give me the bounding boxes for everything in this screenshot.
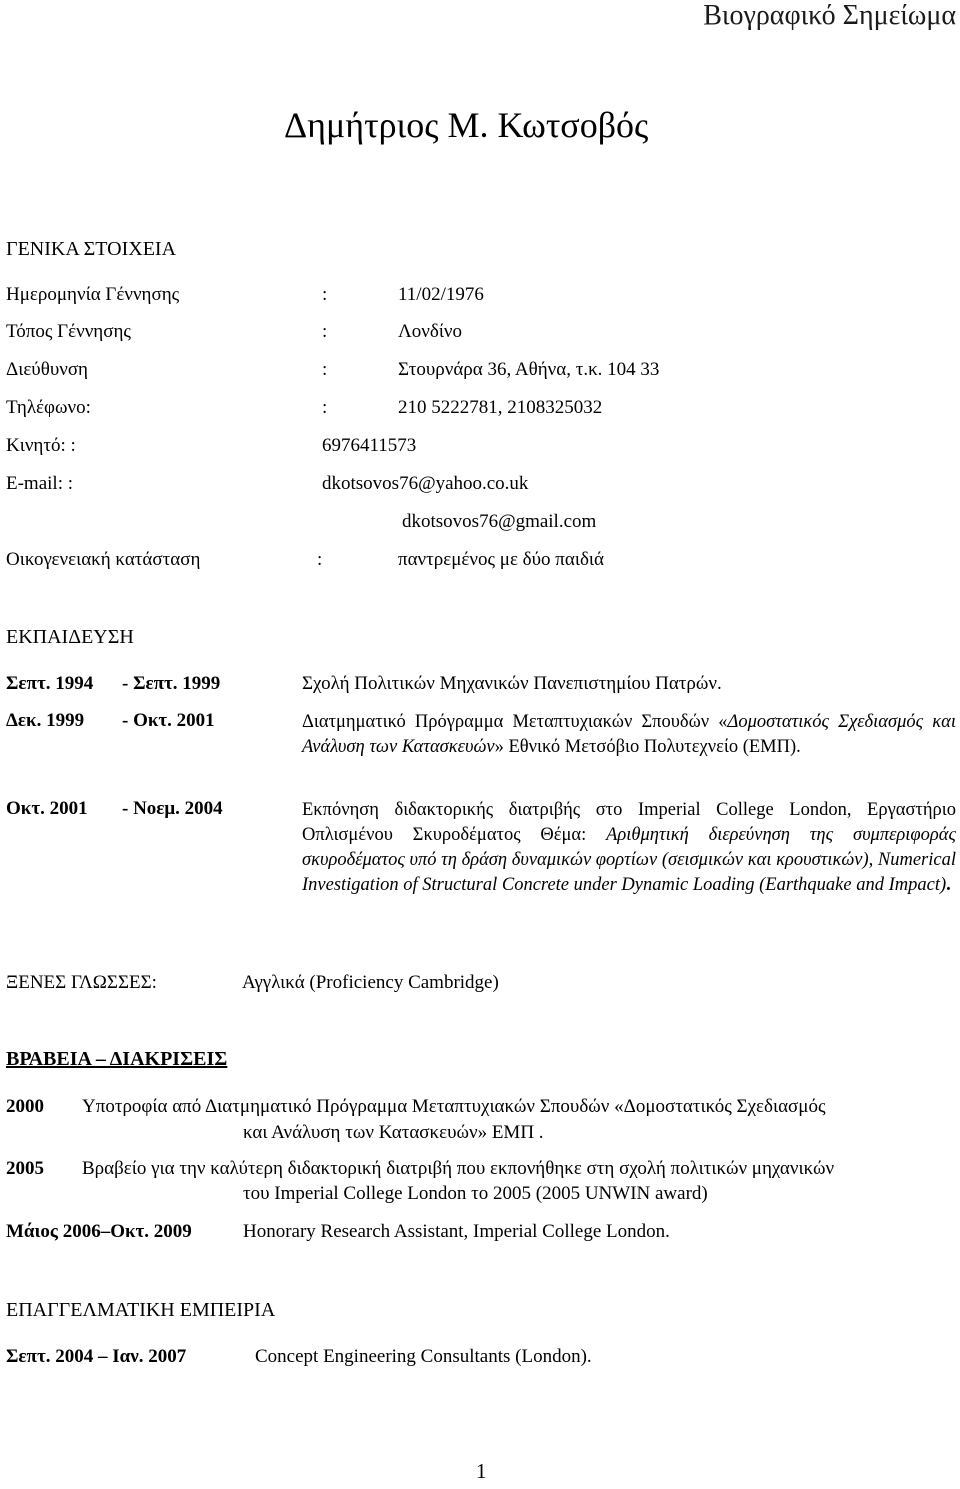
experience-heading: ΕΠΑΓΓΕΛΜΑΤΙΚΗ ΕΜΠΕΙΡΙΑ — [6, 1299, 276, 1321]
marital-status-label: Οικογενειακή κατάσταση — [6, 549, 201, 570]
colon: : — [317, 549, 323, 570]
education-text-after: . — [946, 875, 951, 895]
birth-place-label: Τόπος Γέννησης — [6, 321, 131, 342]
page-number: 1 — [476, 1459, 487, 1483]
education-to: - Σεπτ. 1999 — [122, 673, 221, 694]
education-heading: ΕΚΠΑΙΔΕΥΣΗ — [6, 626, 134, 648]
colon: : — [322, 397, 328, 418]
education-text-italic: Αριθμητική διερεύνηση της συμπεριφοράς σκυροδέματος υπό τη δράση δυναμικών φορτίων (σεισμικών και κρουστικών), Numerical Investigation of Structural Concrete under Dynamic Loading (Earthquake and Impact) — [302, 825, 957, 895]
colon: : — [322, 359, 328, 380]
education-text-italic: Δομοστατικός Σχεδιασμός και Ανάλυση των Κατασκευών — [302, 712, 956, 757]
award-text-line2: του Imperial College London το 2005 (2005 UNWIN award) — [243, 1183, 708, 1204]
award-year: Μάιος 2006–Οκτ. 2009 — [6, 1221, 192, 1242]
award-text-line1: Βραβείο για την καλύτερη διδακτορική διατριβή που εκπονήθηκε στη σχολή πολιτικών μηχανικών — [82, 1158, 835, 1179]
education-text-before: Διατμηματικό Πρόγραμμα Μεταπτυχιακών Σπουδών « — [302, 712, 728, 732]
email-label: E-mail: : — [6, 473, 74, 494]
award-text-line1: Υποτροφία από Διατμηματικό Πρόγραμμα Μεταπτυχιακών Σπουδών «Δομοστατικός Σχεδιασμός — [82, 1096, 826, 1117]
award-year: 2000 — [6, 1096, 44, 1117]
phone-label: Τηλέφωνο: — [6, 397, 91, 418]
birth-date-label: Ημερομηνία Γέννησης — [6, 284, 180, 305]
education-from: Δεκ. 1999 — [6, 710, 85, 731]
experience-text: Concept Engineering Consultants (London). — [255, 1346, 592, 1367]
colon: : — [322, 321, 328, 342]
person-name: Δημήτριος Μ. Κωτσοβός — [284, 105, 649, 145]
email-value-2[interactable]: dkotsovos76@gmail.com — [402, 511, 597, 532]
phone-value: 210 5222781, 2108325032 — [398, 397, 603, 418]
mobile-value: 6976411573 — [322, 435, 417, 456]
education-text-before: Εκπόνηση διδακτορικής διατριβής στο Imperial College London, Εργαστήριο Οπλισμένου Σκυροδέματος Θέμα: — [302, 800, 956, 845]
general-info-heading: ΓΕΝΙΚΑ ΣΤΟΙΧΕΙΑ — [6, 238, 177, 260]
document-header-title: Βιογραφικό Σημείωμα — [703, 0, 956, 31]
awards-heading: ΒΡΑΒΕΙΑ – ΔΙΑΚΡΙΣΕΙΣ — [6, 1048, 228, 1070]
education-entry-text — [302, 710, 956, 760]
award-year: 2005 — [6, 1158, 44, 1179]
education-to: - Νοεμ. 2004 — [122, 798, 223, 819]
marital-status-value: παντρεμένος με δύο παιδιά — [398, 549, 604, 570]
education-entry-text: Σχολή Πολιτικών Μηχανικών Πανεπιστημίου Πατρών. — [302, 673, 722, 694]
address-label: Διεύθυνση — [6, 359, 88, 380]
education-entry-text — [302, 798, 956, 898]
education-from: Οκτ. 2001 — [6, 798, 88, 819]
languages-value: Αγγλικά (Proficiency Cambridge) — [242, 972, 499, 993]
education-to: - Οκτ. 2001 — [122, 710, 215, 731]
colon: : — [322, 284, 328, 305]
award-text-line2: και Ανάλυση των Κατασκευών» ΕΜΠ . — [243, 1122, 544, 1143]
languages-heading: ΞΕΝΕΣ ΓΛΩΣΣΕΣ: — [6, 972, 157, 993]
mobile-label: Κινητό: : — [6, 435, 76, 456]
education-from: Σεπτ. 1994 — [6, 673, 94, 694]
email-value-1[interactable]: dkotsovos76@yahoo.co.uk — [322, 473, 529, 494]
birth-date-value: 11/02/1976 — [398, 284, 484, 305]
address-value: Στουρνάρα 36, Αθήνα, τ.κ. 104 33 — [398, 359, 660, 380]
award-text-line1: Honorary Research Assistant, Imperial College London. — [243, 1221, 670, 1242]
experience-period: Σεπτ. 2004 – Ιαν. 2007 — [6, 1346, 187, 1367]
birth-place-value: Λονδίνο — [398, 321, 463, 342]
education-text-after: » Εθνικό Μετσόβιο Πολυτεχνείο (ΕΜΠ). — [494, 737, 801, 757]
